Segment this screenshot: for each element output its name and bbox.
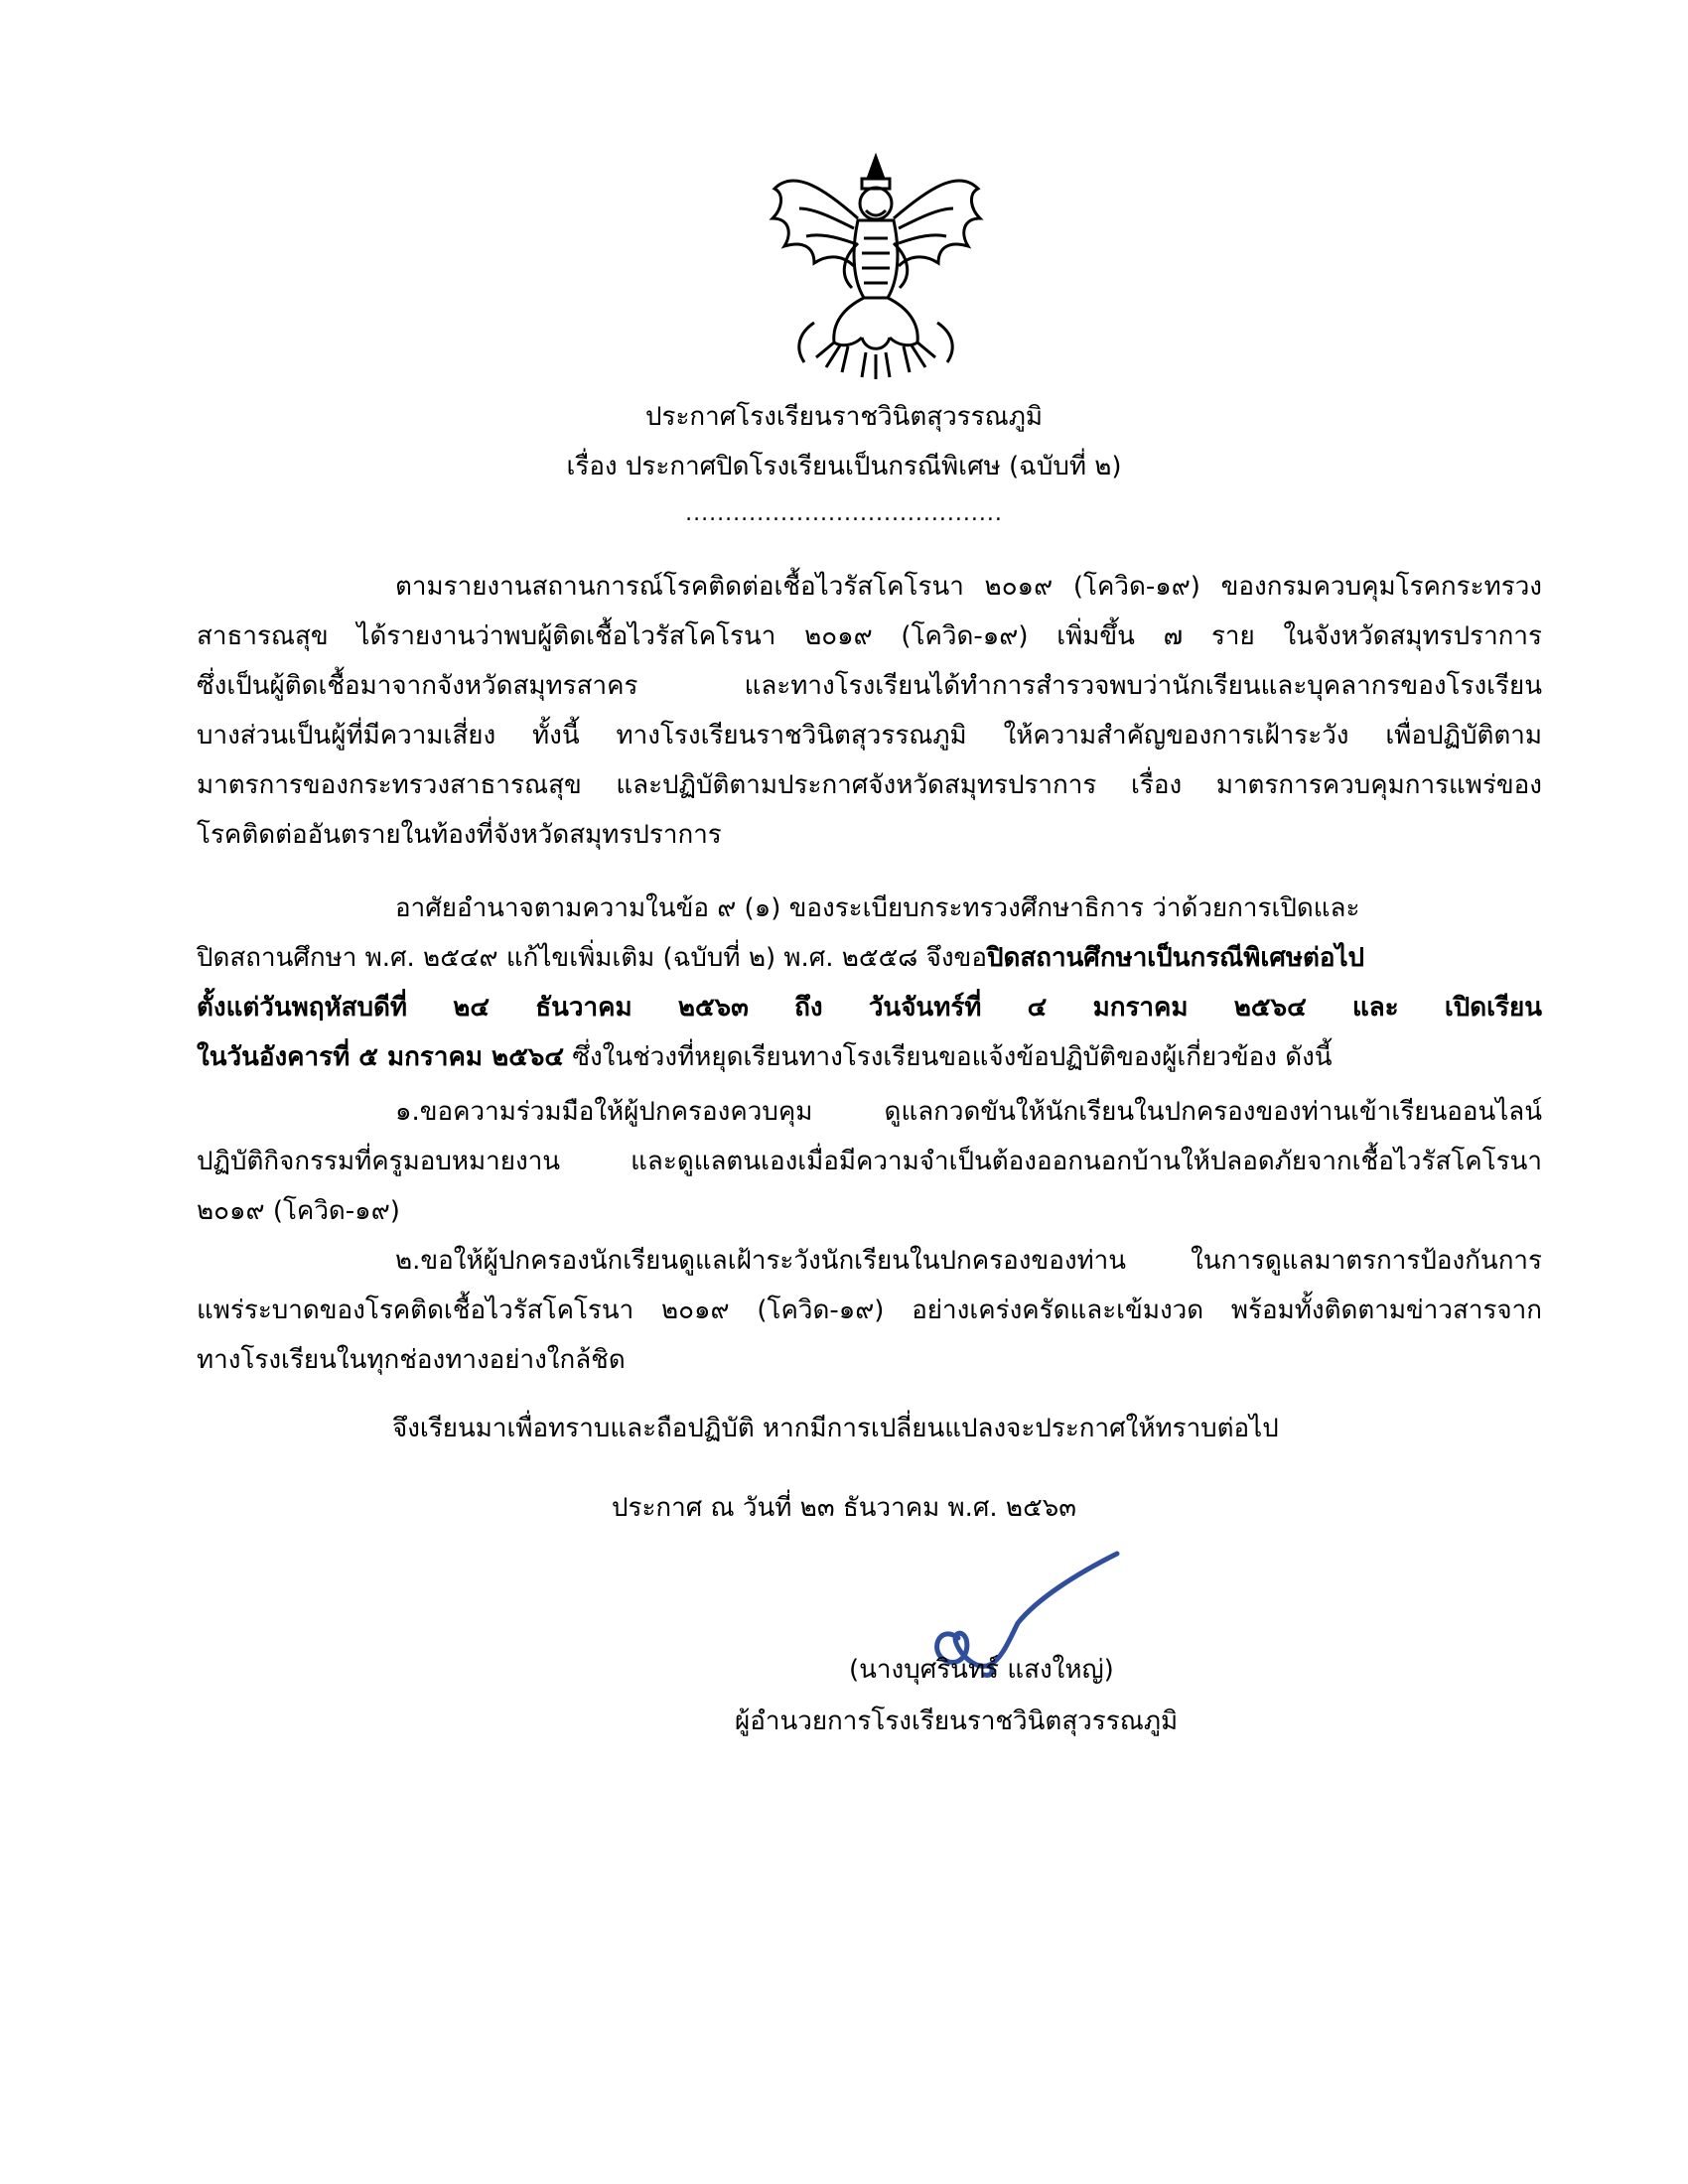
- paragraph-line: อาศัยอำนาจตามความในข้อ ๙ (๑) ของระเบียบกระทรวงศึกษาธิการ ว่าด้วยการเปิดและ: [395, 893, 1360, 923]
- paragraph-line: ซึ่งเป็นผู้ติดเชื้อมาจากจังหวัดสมุทรสาคร และทางโรงเรียนได้ทำการสำรวจพบว่านักเรียนและบุคลากรของโรงเรียน: [197, 671, 1542, 701]
- announcement-title: ประกาศโรงเรียนราชวินิตสุวรรณภูมิ: [644, 402, 1044, 432]
- paragraph-line: ปฏิบัติกิจกรรมที่ครูมอบหมายงาน และดูแลตนเองเมื่อมีความจำเป็นต้องออกนอกบ้านให้ปลอดภัยจากเชื้อไวรัสโคโรนา: [197, 1147, 1542, 1176]
- signer-name: (นางบุศรินทร์ แสงใหญ่): [849, 1655, 1114, 1685]
- announcement-subject: เรื่อง ประกาศปิดโรงเรียนเป็นกรณีพิเศษ (ฉบับที่ ๒): [566, 452, 1122, 481]
- announcement-date: ประกาศ ณ วันที่ ๒๓ ธันวาคม พ.ศ. ๒๕๖๓: [611, 1493, 1077, 1523]
- paragraph-line: โรคติดต่ออันตรายในท้องที่จังหวัดสมุทรปราการ: [197, 820, 722, 850]
- closure-emphasis-text: ปิดสถานศึกษาเป็นกรณีพิเศษต่อไป: [986, 943, 1365, 973]
- instruction-item-2: [197, 1236, 1542, 1385]
- paragraph-closure-order: [197, 884, 1542, 1082]
- paragraph-line: ๒.ขอให้ผู้ปกครองนักเรียนดูแลเฝ้าระวังนักเรียนในปกครองของท่าน ในการดูแลมาตรการป้องกันการ: [395, 1246, 1542, 1276]
- paragraph-line: บางส่วนเป็นผู้ที่มีความเสี่ยง ทั้งนี้ ทางโรงเรียนราชวินิตสุวรรณภูมิ ให้ความสำคัญของการเฝ้าระวัง เพื่อปฏิบัติตาม: [197, 721, 1542, 751]
- paragraph-line: ตามรายงานสถานการณ์โรคติดต่อเชื้อไวรัสโคโรนา ๒๐๑๙ (โควิด-๑๙) ของกรมควบคุมโรคกระทรวง: [395, 572, 1542, 602]
- paragraph-line: สาธารณสุข ได้รายงานว่าพบผู้ติดเชื้อไวรัสโคโรนา ๒๐๑๙ (โควิด-๑๙) เพิ่มขึ้น ๗ ราย ในจังหวัดสมุทรปราการ: [197, 621, 1542, 651]
- paragraph-line: ๑.ขอความร่วมมือให้ผู้ปกครองควบคุม ดูแลกวดขันให้นักเรียนในปกครองของท่านเข้าเรียนออนไลน์: [395, 1097, 1542, 1127]
- reopen-date-text: ในวันอังคารที่ ๕ มกราคม ๒๕๖๔: [197, 1042, 565, 1072]
- garuda-emblem-icon: [755, 149, 998, 382]
- instruction-item-1: [197, 1087, 1542, 1236]
- separator-dots: ........................................: [685, 501, 1003, 526]
- paragraph-line: แพร่ระบาดของโรคติดเชื้อไวรัสโคโรนา ๒๐๑๙ (โควิด-๑๙) อย่างเคร่งครัดและเข้มงวด พร้อมทั้งติดตามข่าวสารจาก: [197, 1296, 1542, 1325]
- signer-position: ผู้อำนวยการโรงเรียนราชวินิตสุวรรณภูมิ: [735, 1706, 1179, 1736]
- closing-statement: จึงเรียนมาเพื่อทราบและถือปฏิบัติ หากมีการเปลี่ยนแปลงจะประกาศให้ทราบต่อไป: [392, 1414, 1279, 1443]
- closure-dates-text: ตั้งแต่วันพฤหัสบดีที่ ๒๔ ธันวาคม ๒๕๖๓ ถึง วันจันทร์ที่ ๔ มกราคม ๒๕๖๔ และ เปิดเรียน: [197, 993, 1542, 1023]
- paragraph-line: [197, 1032, 1542, 1082]
- paragraph-line: [197, 933, 1542, 983]
- paragraph-situation: [197, 562, 1542, 860]
- paragraph-line: ๒๐๑๙ (โควิด-๑๙): [197, 1196, 400, 1226]
- paragraph-line: ทางโรงเรียนในทุกช่องทางอย่างใกล้ชิด: [197, 1345, 626, 1375]
- paragraph-line: มาตรการของกระทรวงสาธารณสุข และปฏิบัติตามประกาศจังหวัดสมุทรปราการ เรื่อง มาตรการควบคุมการแพร่ของ: [197, 770, 1542, 800]
- instructions-intro-text: ซึ่งในช่วงที่หยุดเรียนทางโรงเรียนขอแจ้งข้อปฏิบัติของผู้เกี่ยวข้อง ดังนี้: [564, 1042, 1333, 1072]
- closure-authority-text: ปิดสถานศึกษา พ.ศ. ๒๕๔๙ แก้ไขเพิ่มเติม (ฉบับที่ ๒) พ.ศ. ๒๕๕๘ จึงขอ: [197, 943, 987, 973]
